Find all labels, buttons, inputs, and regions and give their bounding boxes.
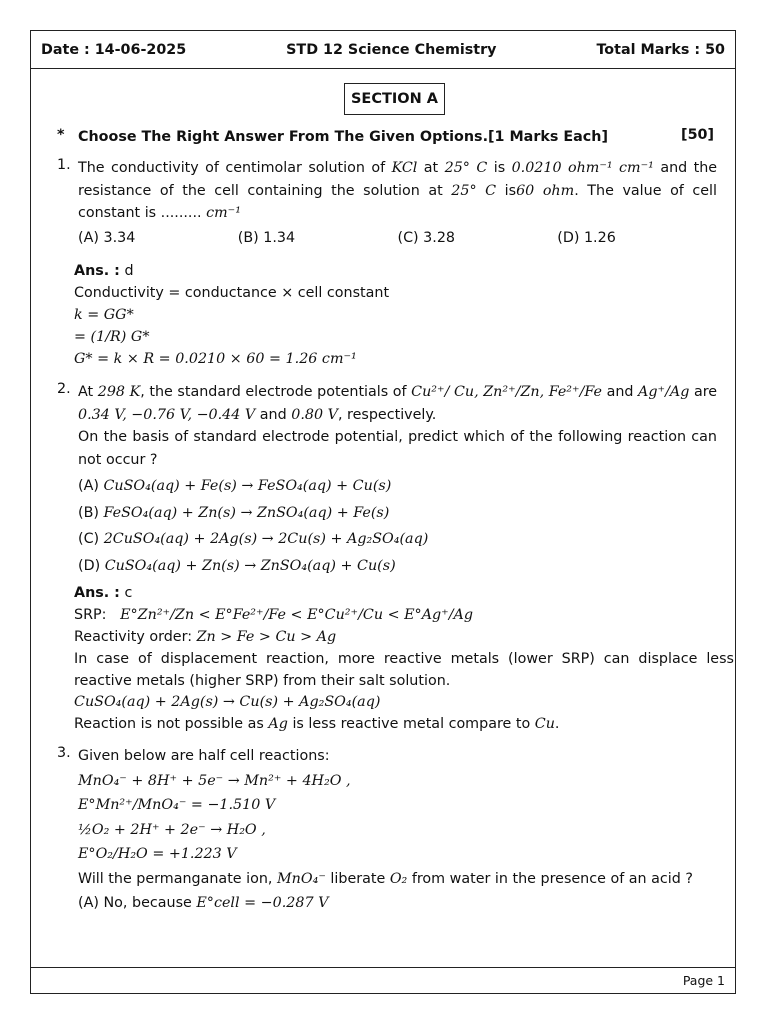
option-a[interactable]: (A) No, because E°cell = −0.287 V — [78, 895, 329, 911]
question-2 — [57, 381, 717, 577]
reactivity-label: Reactivity order: — [74, 629, 193, 645]
answer-1 — [74, 261, 734, 371]
answer-label: Ans. : — [74, 263, 120, 279]
question-number: 3. — [57, 745, 71, 761]
solution-line: Conductivity = conductance × cell constant — [74, 285, 390, 301]
question-3 — [57, 745, 717, 915]
question-number: 2. — [57, 381, 71, 397]
reactivity-order: Zn > Fe > Cu > Ag — [196, 629, 337, 645]
srp-label: SRP: — [74, 607, 107, 623]
answer-value: d — [124, 263, 134, 279]
option-b[interactable]: (B) 1.34 — [237, 229, 296, 246]
question-text: Given below are half cell reactions: MnO₄⁻ + 8H⁺ + 5e⁻ → Mn²⁺ + 4H₂O , E°Mn²⁺/MnO₄⁻ = −1.510 V ½O₂ + 2H⁺ + 2e⁻ → H₂O , E°O₂/H₂O = +1.223 V Will the permanganate ion, MnO₄⁻ liberate O₂ from water in the presence of an acid ? (A) No, because E°cell = −0.287 V — [78, 745, 717, 915]
option-a[interactable]: (A) CuSO₄(aq) + Fe(s) → FeSO₄(aq) + Cu(s) — [78, 478, 392, 494]
instruction-text: Choose The Right Answer From The Given Options.[1 Marks Each] — [78, 129, 608, 145]
question-number: 1. — [57, 157, 71, 173]
solution-line: = (1/R) G* — [74, 329, 150, 345]
page-footer — [31, 967, 735, 993]
page-header — [31, 31, 735, 69]
question-text: The conductivity of centimolar solution of KCl at 25° C is 0.0210 ohm⁻¹ cm⁻¹ and the resistance of the cell containing the solution at 25° C is60 ohm. The value of cell constant is ......... cm⁻¹ (A) 3.34 (B) 1.34 (C) 3.28 (D) 1.26 — [78, 157, 717, 249]
option-c[interactable]: (C) 2CuSO₄(aq) + 2Ag(s) → 2Cu(s) + Ag₂SO₄(aq) — [78, 531, 429, 547]
exam-date: Date : 14-06-2025 — [41, 41, 187, 58]
option-c[interactable]: (C) 3.28 — [397, 229, 456, 246]
option-a[interactable]: (A) 3.34 — [78, 229, 136, 246]
answer-value: c — [124, 585, 133, 601]
electrode-potential-1: E°Mn²⁺/MnO₄⁻ = −1.510 V — [78, 797, 276, 813]
solution-line: Reaction is not possible as Ag is less reactive metal compare to Cu. — [74, 716, 560, 732]
half-reaction-1: MnO₄⁻ + 8H⁺ + 5e⁻ → Mn²⁺ + 4H₂O , — [78, 772, 351, 789]
section-marks: [50] — [681, 127, 714, 143]
option-b[interactable]: (B) FeSO₄(aq) + Zn(s) → ZnSO₄(aq) + Fe(s) — [78, 504, 390, 521]
options — [78, 227, 717, 250]
exam-title: STD 12 Science Chemistry — [286, 41, 497, 58]
half-reaction-2: ½O₂ + 2H⁺ + 2e⁻ → H₂O , — [78, 821, 266, 838]
srp-order: E°Zn²⁺/Zn < E°Fe²⁺/Fe < E°Cu²⁺/Cu < E°Ag⁺/Ag — [120, 607, 474, 623]
total-marks: Total Marks : 50 — [596, 41, 725, 58]
solution-line: CuSO₄(aq) + 2Ag(s) → Cu(s) + Ag₂SO₄(aq) — [74, 694, 381, 710]
option-d[interactable]: (D) CuSO₄(aq) + Zn(s) → ZnSO₄(aq) + Cu(s) — [78, 557, 396, 574]
question-subtext: On the basis of standard electrode potential, predict which of the following reaction can not occur ? — [78, 429, 717, 468]
page-number: Page 1 — [682, 973, 725, 988]
answer-label: Ans. : — [74, 585, 120, 601]
solution-line: In case of displacement reaction, more reactive metals (lower SRP) can displace less reactive metals (higher SRP) from their salt solution. — [74, 651, 734, 689]
question-1 — [57, 157, 717, 249]
star-bullet: * — [57, 127, 65, 143]
section-title: SECTION A — [344, 83, 445, 115]
answer-2 — [74, 583, 734, 736]
solution-line: G* = k × R = 0.0210 × 60 = 1.26 cm⁻¹ — [74, 351, 357, 367]
electrode-potential-2: E°O₂/H₂O = +1.223 V — [78, 846, 237, 862]
option-d[interactable]: (D) 1.26 — [557, 229, 616, 246]
question-subtext: Will the permanganate ion, MnO₄⁻ liberate O₂ from water in the presence of an acid ? — [78, 870, 693, 887]
question-text: At 298 K, the standard electrode potentials of Cu²⁺/ Cu, Zn²⁺/Zn, Fe²⁺/Fe and Ag⁺/Ag are 0.34 V, −0.76 V, −0.44 V and 0.80 V, respectively. On the basis of standard electrode potential, predict which of the following reaction can not occur ? (A) CuSO₄(aq) + Fe(s) → FeSO₄(aq) + Cu(s) (B) FeSO₄(aq) + Zn(s) → ZnSO₄(aq) + Fe(s) (C) 2CuSO₄(aq) + 2Ag(s) → 2Cu(s) + Ag₂SO₄(aq) (D) CuSO₄(aq) + Zn(s) → ZnSO₄(aq) + Cu(s) — [78, 381, 717, 577]
solution-line: k = GG* — [74, 307, 134, 323]
page-frame — [30, 30, 736, 994]
